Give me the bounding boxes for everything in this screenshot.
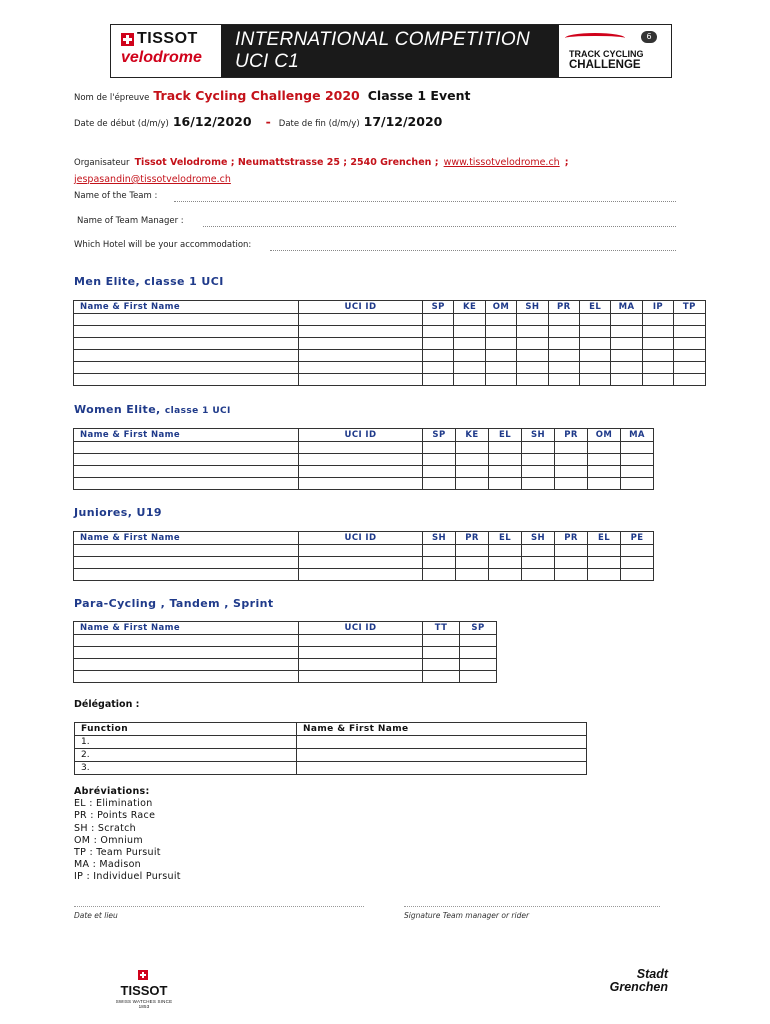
discipline-cell[interactable]	[423, 350, 454, 362]
delegation-title: Délégation :	[74, 699, 140, 710]
discipline-cell[interactable]	[611, 326, 642, 338]
discipline-cell[interactable]	[423, 545, 456, 557]
discipline-cell[interactable]	[642, 326, 673, 338]
discipline-cell[interactable]	[579, 374, 610, 386]
discipline-cell[interactable]	[674, 314, 705, 326]
discipline-cell[interactable]	[454, 326, 485, 338]
discipline-cell[interactable]	[588, 454, 621, 466]
discipline-cell[interactable]	[579, 362, 610, 374]
abbreviation-item: OM : Omnium	[74, 834, 143, 846]
name-cell[interactable]	[74, 362, 299, 374]
discipline-cell[interactable]	[548, 362, 579, 374]
discipline-cell[interactable]	[517, 350, 548, 362]
uci-id-cell[interactable]	[299, 569, 423, 581]
abbreviation-item: MA : Madison	[74, 859, 142, 871]
discipline-cell[interactable]	[485, 350, 516, 362]
discipline-cell[interactable]	[517, 326, 548, 338]
uci-id-header: UCI ID	[299, 301, 423, 314]
badge-icon: 6	[641, 31, 657, 43]
discipline-cell[interactable]	[522, 557, 555, 569]
uci-id-cell[interactable]	[299, 647, 423, 659]
arc-icon	[565, 33, 625, 43]
discipline-cell[interactable]	[460, 647, 497, 659]
banner-title: INTERNATIONAL COMPETITION UCI C1	[235, 29, 530, 72]
discipline-cell[interactable]	[555, 545, 588, 557]
event-class: Classe 1 Event	[367, 88, 471, 103]
discipline-cell[interactable]	[456, 454, 489, 466]
discipline-cell[interactable]	[674, 350, 705, 362]
discipline-header: SP	[423, 429, 456, 442]
name-cell[interactable]	[74, 545, 299, 557]
women-elite-title-sub: classe 1 UCI	[164, 406, 231, 416]
abbreviation-item: TP : Team Pursuit	[74, 847, 161, 859]
discipline-header: SP	[460, 622, 497, 635]
name-cell[interactable]	[74, 478, 299, 490]
discipline-header: PR	[456, 532, 489, 545]
discipline-cell[interactable]	[423, 338, 454, 350]
women-elite-title	[74, 403, 231, 416]
discipline-header: MA	[621, 429, 654, 442]
stadt-text: Stadt	[636, 967, 668, 981]
discipline-cell[interactable]	[423, 659, 460, 671]
table-row	[75, 749, 587, 762]
discipline-cell[interactable]	[522, 442, 555, 454]
discipline-cell[interactable]	[674, 338, 705, 350]
discipline-header: OM	[588, 429, 621, 442]
uci-id-header: UCI ID	[299, 622, 423, 635]
discipline-cell[interactable]	[611, 362, 642, 374]
discipline-cell[interactable]	[579, 350, 610, 362]
discipline-cell[interactable]	[621, 557, 654, 569]
discipline-cell[interactable]	[423, 569, 456, 581]
discipline-cell[interactable]	[611, 374, 642, 386]
para-cycling-title: Para-Cycling , Tandem , Sprint	[74, 597, 274, 610]
discipline-header: PR	[548, 301, 579, 314]
sponsor-logos	[111, 25, 221, 77]
discipline-cell[interactable]	[555, 454, 588, 466]
tcc-line2: CHALLENGE	[569, 59, 641, 71]
start-date-value: 16/12/2020	[172, 114, 252, 129]
juniors-table	[73, 531, 654, 581]
name-cell[interactable]	[74, 671, 299, 683]
discipline-header: SP	[423, 301, 454, 314]
discipline-cell[interactable]	[454, 362, 485, 374]
uci-id-cell[interactable]	[299, 635, 423, 647]
discipline-cell[interactable]	[489, 454, 522, 466]
name-cell[interactable]	[74, 569, 299, 581]
discipline-cell[interactable]	[555, 442, 588, 454]
discipline-cell[interactable]	[611, 314, 642, 326]
discipline-cell[interactable]	[423, 671, 460, 683]
discipline-header: EL	[489, 429, 522, 442]
discipline-cell[interactable]	[548, 374, 579, 386]
discipline-cell[interactable]	[548, 314, 579, 326]
name-cell[interactable]	[74, 647, 299, 659]
table-row	[74, 466, 654, 478]
uci-id-cell[interactable]	[299, 350, 423, 362]
discipline-cell[interactable]	[423, 635, 460, 647]
website-link[interactable]: www.tissotvelodrome.ch	[443, 157, 560, 168]
uci-id-cell[interactable]	[299, 659, 423, 671]
discipline-cell[interactable]	[485, 338, 516, 350]
table-row	[74, 635, 497, 647]
discipline-cell[interactable]	[674, 326, 705, 338]
date-separator: -	[265, 114, 271, 129]
name-cell[interactable]	[74, 374, 299, 386]
discipline-cell[interactable]	[423, 466, 456, 478]
discipline-cell[interactable]	[548, 338, 579, 350]
date-place-line[interactable]	[74, 906, 364, 907]
discipline-cell[interactable]	[489, 442, 522, 454]
para-cycling-table	[73, 621, 497, 683]
discipline-cell[interactable]	[674, 362, 705, 374]
uci-id-cell[interactable]	[299, 557, 423, 569]
discipline-header: OM	[485, 301, 516, 314]
discipline-cell[interactable]	[423, 362, 454, 374]
tcc-line1: TRACK CYCLING	[569, 49, 644, 59]
date-place-label: Date et lieu	[74, 911, 118, 920]
organiser-label: Organisateur	[74, 158, 130, 168]
discipline-header: TP	[674, 301, 705, 314]
name-cell[interactable]	[74, 557, 299, 569]
discipline-cell[interactable]	[489, 478, 522, 490]
start-date-label: Date de début (d/m/y)	[74, 119, 169, 129]
discipline-cell[interactable]	[423, 478, 456, 490]
discipline-cell[interactable]	[588, 442, 621, 454]
abbreviations-title: Abréviations:	[74, 786, 150, 797]
team-manager-field[interactable]	[203, 226, 676, 227]
abbreviation-item: IP : Individuel Pursuit	[74, 871, 181, 883]
discipline-cell[interactable]	[621, 442, 654, 454]
discipline-cell[interactable]	[522, 454, 555, 466]
discipline-cell[interactable]	[642, 350, 673, 362]
table-row	[74, 545, 654, 557]
discipline-header: SH	[522, 532, 555, 545]
discipline-cell[interactable]	[621, 569, 654, 581]
footer-tissot-text: TISSOT	[120, 983, 168, 998]
discipline-cell[interactable]	[621, 466, 654, 478]
uci-id-header: UCI ID	[299, 429, 423, 442]
uci-id-cell[interactable]	[299, 671, 423, 683]
discipline-cell[interactable]	[517, 338, 548, 350]
delegation-row-number: 2.	[75, 749, 297, 762]
discipline-cell[interactable]	[423, 557, 456, 569]
discipline-header: EL	[579, 301, 610, 314]
discipline-cell[interactable]	[485, 326, 516, 338]
delegation-row-number: 1.	[75, 736, 297, 749]
discipline-cell[interactable]	[522, 466, 555, 478]
name-cell[interactable]	[74, 659, 299, 671]
swiss-cross-icon	[138, 970, 148, 980]
name-cell[interactable]	[74, 466, 299, 478]
banner-title-box	[221, 25, 559, 77]
table-row	[75, 762, 587, 775]
discipline-cell[interactable]	[674, 374, 705, 386]
discipline-cell[interactable]	[456, 442, 489, 454]
women-elite-title-main: Women Elite,	[74, 403, 161, 416]
discipline-header: MA	[611, 301, 642, 314]
discipline-cell[interactable]	[423, 374, 454, 386]
discipline-cell[interactable]	[588, 466, 621, 478]
uci-id-cell[interactable]	[299, 326, 423, 338]
name-cell[interactable]	[74, 314, 299, 326]
velodrome-logo: velodrome	[121, 49, 202, 66]
discipline-cell[interactable]	[489, 545, 522, 557]
abbreviation-item: EL : Elimination	[74, 798, 153, 810]
table-row	[74, 647, 497, 659]
table-row	[74, 454, 654, 466]
name-header: Name & First Name	[74, 429, 299, 442]
discipline-cell[interactable]	[454, 350, 485, 362]
table-row	[74, 338, 706, 350]
hotel-field[interactable]	[270, 250, 676, 251]
men-elite-title: Men Elite, classe 1 UCI	[74, 275, 224, 288]
track-cycling-challenge-logo	[559, 25, 671, 77]
discipline-cell[interactable]	[489, 557, 522, 569]
delegation-row-number: 3.	[75, 762, 297, 775]
name-header: Name & First Name	[74, 532, 299, 545]
name-cell[interactable]	[74, 326, 299, 338]
name-header: Name & First Name	[74, 301, 299, 314]
tissot-logo: TISSOT	[121, 31, 215, 47]
discipline-cell[interactable]	[423, 314, 454, 326]
discipline-cell[interactable]	[642, 314, 673, 326]
discipline-cell[interactable]	[579, 326, 610, 338]
uci-id-cell[interactable]	[299, 545, 423, 557]
discipline-cell[interactable]	[517, 374, 548, 386]
table-row	[74, 314, 706, 326]
delegation-name-header: Name & First Name	[297, 723, 587, 736]
discipline-cell[interactable]	[642, 338, 673, 350]
discipline-cell[interactable]	[454, 374, 485, 386]
name-header: Name & First Name	[74, 622, 299, 635]
discipline-cell[interactable]	[522, 545, 555, 557]
uci-id-cell[interactable]	[299, 314, 423, 326]
discipline-cell[interactable]	[456, 569, 489, 581]
table-row	[74, 659, 497, 671]
delegation-name-cell[interactable]	[297, 762, 587, 775]
discipline-cell[interactable]	[621, 454, 654, 466]
table-row	[74, 350, 706, 362]
header-banner	[110, 24, 672, 78]
discipline-header: EL	[489, 532, 522, 545]
event-name-label: Nom de l'épreuve	[74, 93, 150, 103]
discipline-header: KE	[456, 429, 489, 442]
hotel-label: Which Hotel will be your accommodation:	[74, 240, 252, 250]
discipline-cell[interactable]	[588, 545, 621, 557]
uci-id-cell[interactable]	[299, 338, 423, 350]
discipline-cell[interactable]	[485, 314, 516, 326]
email-link[interactable]: jespasandin@tissotvelodrome.ch	[74, 174, 231, 185]
discipline-cell[interactable]	[548, 350, 579, 362]
discipline-header: SH	[522, 429, 555, 442]
discipline-cell[interactable]	[522, 478, 555, 490]
discipline-header: EL	[588, 532, 621, 545]
discipline-header: PR	[555, 429, 588, 442]
discipline-cell[interactable]	[621, 545, 654, 557]
uci-id-cell[interactable]	[299, 374, 423, 386]
discipline-cell[interactable]	[423, 647, 460, 659]
end-date-value: 17/12/2020	[363, 114, 443, 129]
discipline-cell[interactable]	[588, 478, 621, 490]
discipline-cell[interactable]	[489, 466, 522, 478]
uci-id-cell[interactable]	[299, 478, 423, 490]
event-name-value: Track Cycling Challenge 2020	[153, 88, 360, 103]
discipline-cell[interactable]	[579, 338, 610, 350]
event-name-row	[74, 88, 470, 103]
discipline-cell[interactable]	[485, 362, 516, 374]
table-row	[74, 478, 654, 490]
signature-line[interactable]	[404, 906, 660, 907]
name-cell[interactable]	[74, 454, 299, 466]
delegation-table	[74, 722, 587, 775]
footer-tissot-logo	[115, 968, 173, 1009]
juniors-title: Juniores, U19	[74, 506, 162, 519]
discipline-cell[interactable]	[642, 374, 673, 386]
discipline-cell[interactable]	[555, 478, 588, 490]
discipline-cell[interactable]	[611, 350, 642, 362]
discipline-cell[interactable]	[454, 314, 485, 326]
discipline-cell[interactable]	[456, 545, 489, 557]
discipline-cell[interactable]	[456, 478, 489, 490]
discipline-cell[interactable]	[485, 374, 516, 386]
discipline-cell[interactable]	[621, 478, 654, 490]
table-row	[74, 374, 706, 386]
table-row	[74, 362, 706, 374]
discipline-header: IP	[642, 301, 673, 314]
end-date-label: Date de fin (d/m/y)	[278, 119, 360, 129]
uci-id-header: UCI ID	[299, 532, 423, 545]
name-cell[interactable]	[74, 350, 299, 362]
discipline-cell[interactable]	[489, 569, 522, 581]
discipline-cell[interactable]	[460, 635, 497, 647]
discipline-cell[interactable]	[423, 326, 454, 338]
organiser-value: Tissot Velodrome ; Neumattstrasse 25 ; 2540 Grenchen ;	[134, 157, 439, 168]
discipline-cell[interactable]	[579, 314, 610, 326]
discipline-cell[interactable]	[456, 557, 489, 569]
signature-label: Signature Team manager or rider	[404, 911, 530, 920]
grenchen-text: Grenchen	[609, 980, 668, 994]
footer-tissot-tagline: SWISS WATCHES SINCE 1853	[115, 999, 173, 1009]
table-row	[74, 442, 654, 454]
discipline-cell[interactable]	[517, 314, 548, 326]
team-name-label: Name of the Team :	[74, 191, 158, 201]
event-dates-row	[74, 114, 442, 129]
women-elite-table	[73, 428, 654, 490]
men-elite-table	[73, 300, 706, 386]
discipline-header: SH	[423, 532, 456, 545]
team-manager-label: Name of Team Manager :	[77, 216, 184, 226]
abbreviation-item: PR : Points Race	[74, 810, 156, 822]
discipline-cell[interactable]	[460, 659, 497, 671]
discipline-header: PE	[621, 532, 654, 545]
discipline-cell[interactable]	[588, 557, 621, 569]
uci-id-cell[interactable]	[299, 442, 423, 454]
discipline-cell[interactable]	[642, 362, 673, 374]
discipline-cell[interactable]	[555, 466, 588, 478]
name-cell[interactable]	[74, 442, 299, 454]
uci-id-cell[interactable]	[299, 454, 423, 466]
table-row	[75, 736, 587, 749]
name-cell[interactable]	[74, 338, 299, 350]
discipline-cell[interactable]	[555, 569, 588, 581]
abbreviations-block	[74, 786, 181, 884]
discipline-cell[interactable]	[456, 466, 489, 478]
table-row	[74, 569, 654, 581]
table-row	[74, 326, 706, 338]
discipline-cell[interactable]	[517, 362, 548, 374]
discipline-header: TT	[423, 622, 460, 635]
discipline-header: KE	[454, 301, 485, 314]
discipline-header: SH	[517, 301, 548, 314]
uci-id-cell[interactable]	[299, 466, 423, 478]
table-row	[74, 671, 497, 683]
uci-id-cell[interactable]	[299, 362, 423, 374]
abbreviation-item: SH : Scratch	[74, 822, 136, 834]
discipline-cell[interactable]	[548, 326, 579, 338]
name-cell[interactable]	[74, 635, 299, 647]
discipline-header: PR	[555, 532, 588, 545]
discipline-cell[interactable]	[611, 338, 642, 350]
discipline-cell[interactable]	[423, 442, 456, 454]
delegation-function-header: Function	[75, 723, 297, 736]
swiss-cross-icon	[121, 33, 134, 46]
discipline-cell[interactable]	[555, 557, 588, 569]
discipline-cell[interactable]	[522, 569, 555, 581]
delegation-name-cell[interactable]	[297, 749, 587, 762]
discipline-cell[interactable]	[588, 569, 621, 581]
discipline-cell[interactable]	[460, 671, 497, 683]
stadt-grenchen-logo	[604, 968, 668, 994]
discipline-cell[interactable]	[454, 338, 485, 350]
organiser-block	[74, 153, 634, 186]
discipline-cell[interactable]	[423, 454, 456, 466]
delegation-name-cell[interactable]	[297, 736, 587, 749]
organiser-semicolon: ;	[564, 157, 569, 168]
team-name-field[interactable]	[174, 201, 676, 202]
table-row	[74, 557, 654, 569]
